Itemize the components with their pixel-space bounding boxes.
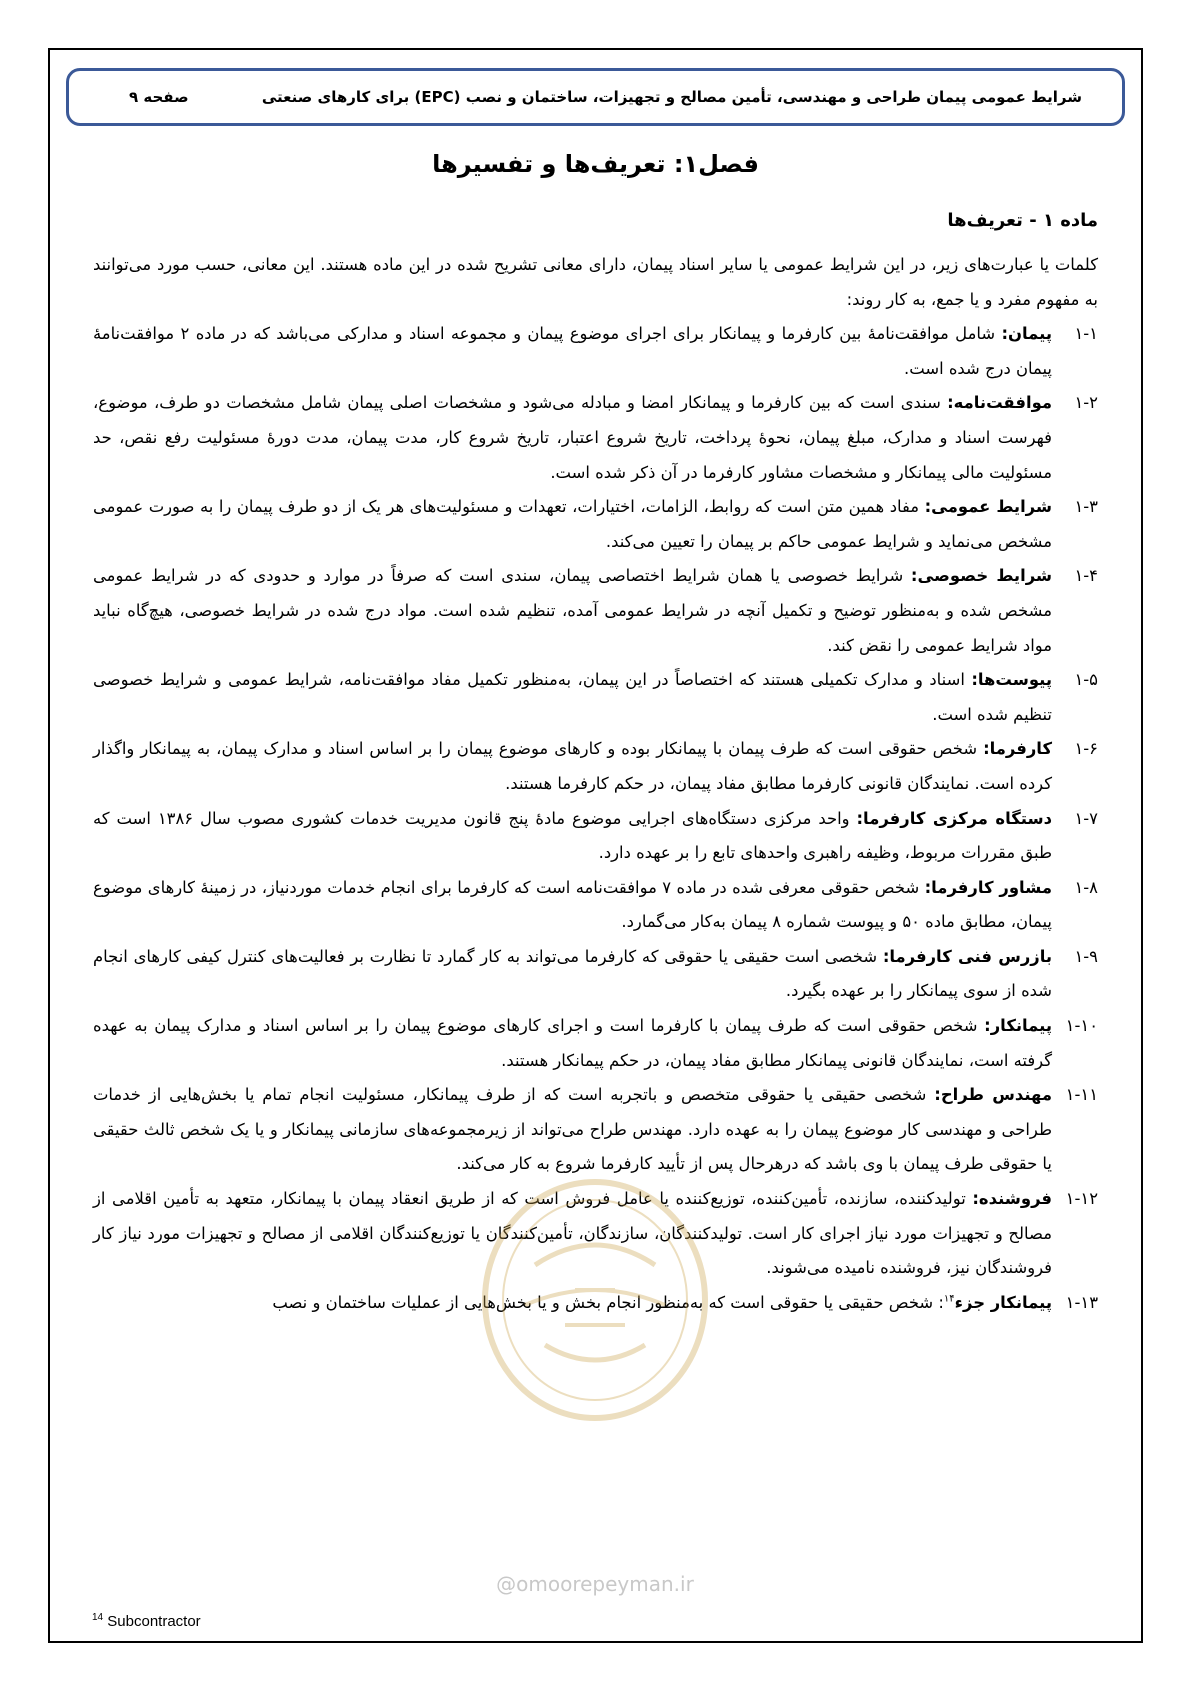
item-term: بازرس فنی کارفرما: xyxy=(882,946,1053,966)
item-term: پیمانکار: xyxy=(984,1016,1052,1036)
item-body: واحد مرکزی دستگاه‌های اجرایی موضوع مادهٔ پنج قانون مدیریت خدمات کشوری مصوب سال ۱۳۸۶ است که طبق مقررات مربوط، وظیفه راهبری واحدهای تابع را بر عهده دارد. xyxy=(93,808,1052,863)
item-body: مفاد همین متن است که روابط، الزامات، اختیارات، تعهدات و مسئولیت‌های هر یک از دو طرف پیمان را به صورت عمومی مشخص می‌نماید و شرایط عمومی حاکم بر پیمان را تعیین می‌کند. xyxy=(93,497,1052,551)
footnote-text: Subcontractor xyxy=(103,1613,201,1630)
item-body: شامل موافقت‌نامهٔ بین کارفرما و پیمانکار برای اجرای موضوع پیمان و مجموعه اسناد و مدارکی می‌باشد که در ماده ۲ موافقت‌نامهٔ پیمان درج شده است. xyxy=(93,324,1052,378)
item-number: ۱-۱۱ xyxy=(1065,1085,1098,1105)
item-body: شخص حقوقی معرفی شده در ماده ۷ موافقت‌نامه است که کارفرما برای انجام خدمات موردنیاز، در زمینهٔ کارهای موضوع پیمان، مطابق ماده ۵۰ و پیوست شماره ۸ پیمان به‌کار می‌گمارد. xyxy=(93,877,1052,932)
definition-item xyxy=(93,1182,1098,1286)
definition-item xyxy=(93,1009,1098,1078)
item-number: ۱-۸ xyxy=(1074,877,1098,897)
footnote-marker: ۱۴ xyxy=(943,1293,955,1305)
item-term: پیمان: xyxy=(1001,324,1053,344)
definition-item xyxy=(93,490,1098,559)
item-number: ۱-۱۲ xyxy=(1065,1189,1098,1209)
item-number: ۱-۳ xyxy=(1074,497,1098,517)
item-body: شخصی است حقیقی یا حقوقی که کارفرما می‌تواند به کار گمارد تا نظارت بر فعالیت‌های کنترل کیفی کارهای انجام شده از سوی پیمانکار را بر عهده بگیرد. xyxy=(93,946,1052,1001)
intro-paragraph: کلمات یا عبارت‌های زیر، در این شرایط عمومی یا سایر اسناد پیمان، دارای معانی تشریح شده در این ماده هستند. این معانی، حسب مورد می‌توانند به مفهوم مفرد و یا جمع، به کار روند: xyxy=(93,255,1098,309)
item-body: تولیدکننده، سازنده، تأمین‌کننده، توزیع‌کننده یا عامل فروش است که از طریق انعقاد پیمان با پیمانکار، متعهد به تأمین اقلامی از مصالح و تجهیزات مورد نیاز اجرای کار است. تولیدکنندگان، سازندگان، تأمین‌کنندگان یا توزیع‌کنندگان اقلامی از مصالح و تجهیزات مورد نیاز کار فروشندگان نیز، فروشنده نامیده می‌شوند. xyxy=(93,1189,1052,1278)
footnote-number: 14 xyxy=(92,1612,104,1623)
item-term: کارفرما: xyxy=(983,739,1052,759)
item-body: شرایط خصوصی یا همان شرایط اختصاصی پیمان، سندی است که صرفاً در موارد و حدودی که در شرایط عمومی مشخص شده و به‌منظور توضیح و تکمیل آنچه در شرایط عمومی آمده، تنظیم شده است. مواد درج شده در شرایط خصوصی، هیچ‌گاه نباید مواد شرایط عمومی را نقض کند. xyxy=(93,566,1052,655)
item-term: مهندس طراح: xyxy=(934,1085,1052,1105)
definition-item xyxy=(93,732,1098,801)
item-number: ۱-۷ xyxy=(1074,808,1098,828)
definition-item xyxy=(93,317,1098,386)
item-term: موافقت‌نامه: xyxy=(947,393,1052,413)
item-term: پیمانکار جزء xyxy=(954,1292,1052,1312)
definition-item xyxy=(93,663,1098,732)
article-heading: ماده ۱ - تعریف‌ها xyxy=(947,210,1098,231)
item-body: شخصی حقیقی یا حقوقی متخصص و باتجربه است که از طرف پیمانکار، مسئولیت انجام تمام یا بخش‌هایی از خدمات طراحی و مهندسی کار موضوع پیمان را به عهده دارد. مهندس طراح می‌تواند از زیرمجموعه‌های سازمانی پیمانکار و یا یک شخص ثالث حقیقی یا حقوقی طرف پیمان با وی باشد که درهرحال پس از تأیید کارفرما شروع به کار می‌کند. xyxy=(93,1085,1052,1174)
definition-item xyxy=(93,559,1098,663)
definition-item xyxy=(93,1078,1098,1182)
item-body: شخص حقوقی است که طرف پیمان با پیمانکار بوده و کارهای موضوع پیمان را بر اساس اسناد و مدارک پیمان، به پیمانکار واگذار کرده است. نمایندگان قانونی کارفرما مطابق مفاد پیمان، در حکم کارفرما هستند. xyxy=(93,739,1052,793)
item-number: ۱-۱ xyxy=(1074,324,1098,344)
item-number: ۱-۵ xyxy=(1074,670,1098,690)
item-term: شرایط خصوصی: xyxy=(910,566,1053,586)
item-term: پیوست‌ها: xyxy=(971,670,1052,690)
watermark-url: @omoorepeyman.ir xyxy=(496,1572,694,1596)
item-body: سندی است که بین کارفرما و پیمانکار امضا و مبادله می‌شود و مشخصات اصلی پیمان شامل مشخصات دو طرف، موضوع، فهرست اسناد و مدارک، مبلغ پیمان، نحوهٔ پرداخت، تاریخ شروع اعتبار، تاریخ شروع کار، مدت پیمان، مدت دورهٔ مسئولیت رفع نقص، حد مسئولیت مالی پیمانکار و مشخصات مشاور کارفرما در آن ذکر شده است. xyxy=(93,393,1052,482)
item-term: دستگاه مرکزی کارفرما: xyxy=(856,808,1052,828)
item-body: اسناد و مدارک تکمیلی هستند که اختصاصاً در این پیمان، به‌منظور تکمیل مفاد موافقت‌نامه، شرایط عمومی و شرایط خصوصی تنظیم شده است. xyxy=(93,670,1052,724)
item-term: فروشنده: xyxy=(972,1189,1052,1209)
item-term: مشاور کارفرما: xyxy=(924,877,1052,897)
item-number: ۱-۴ xyxy=(1074,566,1098,586)
item-number: ۱-۱۰ xyxy=(1065,1016,1098,1036)
definition-item xyxy=(93,802,1098,871)
item-number: ۱-۱۳ xyxy=(1065,1292,1098,1312)
definition-item xyxy=(93,871,1098,940)
chapter-title: فصل۱: تعریف‌ها و تفسیرها xyxy=(432,150,759,178)
definition-item xyxy=(93,940,1098,1009)
item-body: شخص حقوقی است که طرف پیمان با کارفرما است و اجرای کارهای موضوع پیمان را بر اساس اسناد و مدارک پیمان به عهده گرفته است، نمایندگان قانونی پیمانکار مطابق مفاد پیمان، در حکم پیمانکار هستند. xyxy=(93,1016,1052,1070)
definition-item xyxy=(93,386,1098,490)
item-number: ۱-۲ xyxy=(1074,393,1098,413)
document-body xyxy=(93,248,1098,1320)
item-body: : شخص حقیقی یا حقوقی است که به‌منظور انجام بخش و یا بخش‌هایی از عملیات ساختمان و نصب xyxy=(272,1292,944,1312)
definition-item xyxy=(93,1286,1098,1321)
footnote xyxy=(92,1612,201,1630)
item-term: شرایط عمومی: xyxy=(924,497,1053,517)
page-number: صفحه ۹ xyxy=(129,88,189,106)
page-header xyxy=(66,68,1125,126)
item-number: ۱-۹ xyxy=(1074,946,1098,966)
header-title: شرایط عمومی پیمان طراحی و مهندسی، تأمین مصالح و تجهیزات، ساختمان و نصب (EPC) برای کارهای صنعتی xyxy=(261,88,1082,106)
item-number: ۱-۶ xyxy=(1074,739,1098,759)
